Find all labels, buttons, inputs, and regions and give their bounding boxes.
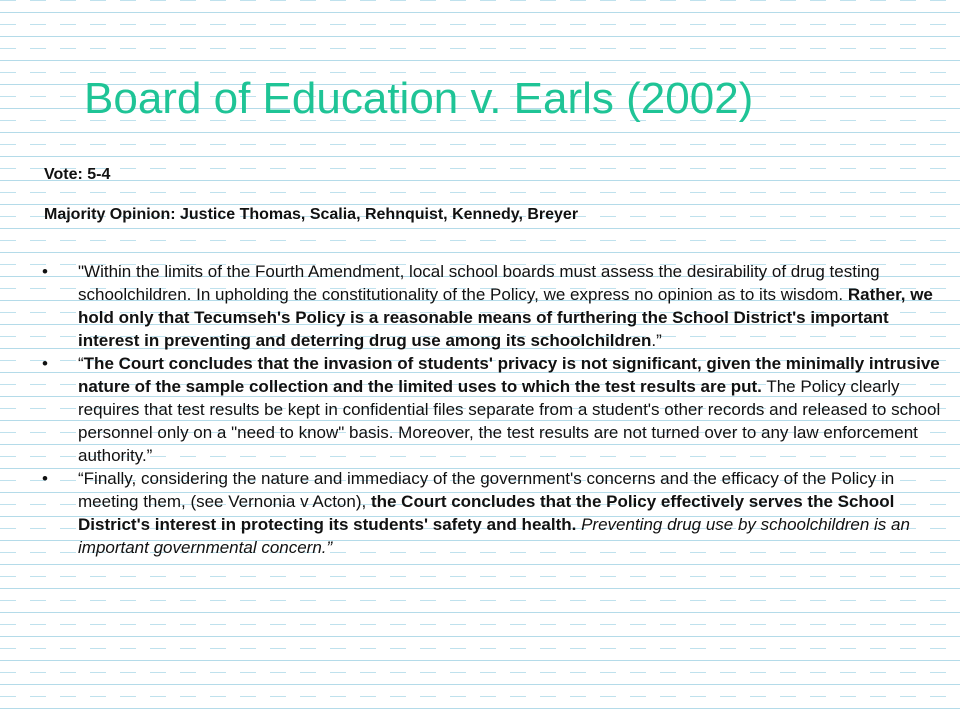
slide-title: Board of Education v. Earls (2002) <box>84 74 754 123</box>
majority-opinion: Majority Opinion: Justice Thomas, Scalia, Rehnquist, Kennedy, Breyer <box>44 206 579 223</box>
quote-text-run: the Court concludes that the Policy effectively serves the School District's interest in protecting its students' safety and health. <box>78 492 895 534</box>
quote-item <box>42 352 948 467</box>
bullet-marker: • <box>42 469 48 488</box>
quote-item <box>42 467 948 559</box>
quote-text-run: “Finally, considering the nature and immediacy of the government's concerns and the efficacy of the Policy in meeting them, (see Vernonia v Acton), <box>78 469 895 511</box>
vote-count: Vote: 5-4 <box>44 166 111 183</box>
quote-text-run: The Court concludes that the invasion of students' privacy is not significant, given the minimally intrusive nature of the sample collection and the limited uses to which the test results are put. <box>78 354 940 396</box>
quote-text-run: .” <box>651 331 662 350</box>
bullet-marker: • <box>42 354 48 373</box>
quote-text-run: Preventing drug use by schoolchildren is an important governmental concern.” <box>78 515 910 557</box>
quote-list <box>42 260 948 559</box>
quote-text-run: Rather, we hold only that Tecumseh's Policy is a reasonable means of furthering the School District's important interest in preventing and deterring drug use among its schoolchildren <box>78 285 933 350</box>
quote-text-run: "Within the limits of the Fourth Amendment, local school boards must assess the desirability of drug testing schoolchildren. In upholding the constitutionality of the Policy, we express no opinion as to its wisdom. <box>78 262 880 304</box>
quote-text-run: “ <box>78 354 84 373</box>
quote-text-run: The Policy clearly requires that test results be kept in confidential files separate from a student's other records and released to school personnel only on a "need to know" basis. Moreover, the test results are not turned over to any law enforcement authority.” <box>78 377 941 465</box>
bullet-marker: • <box>42 262 48 281</box>
quote-item <box>42 260 948 352</box>
